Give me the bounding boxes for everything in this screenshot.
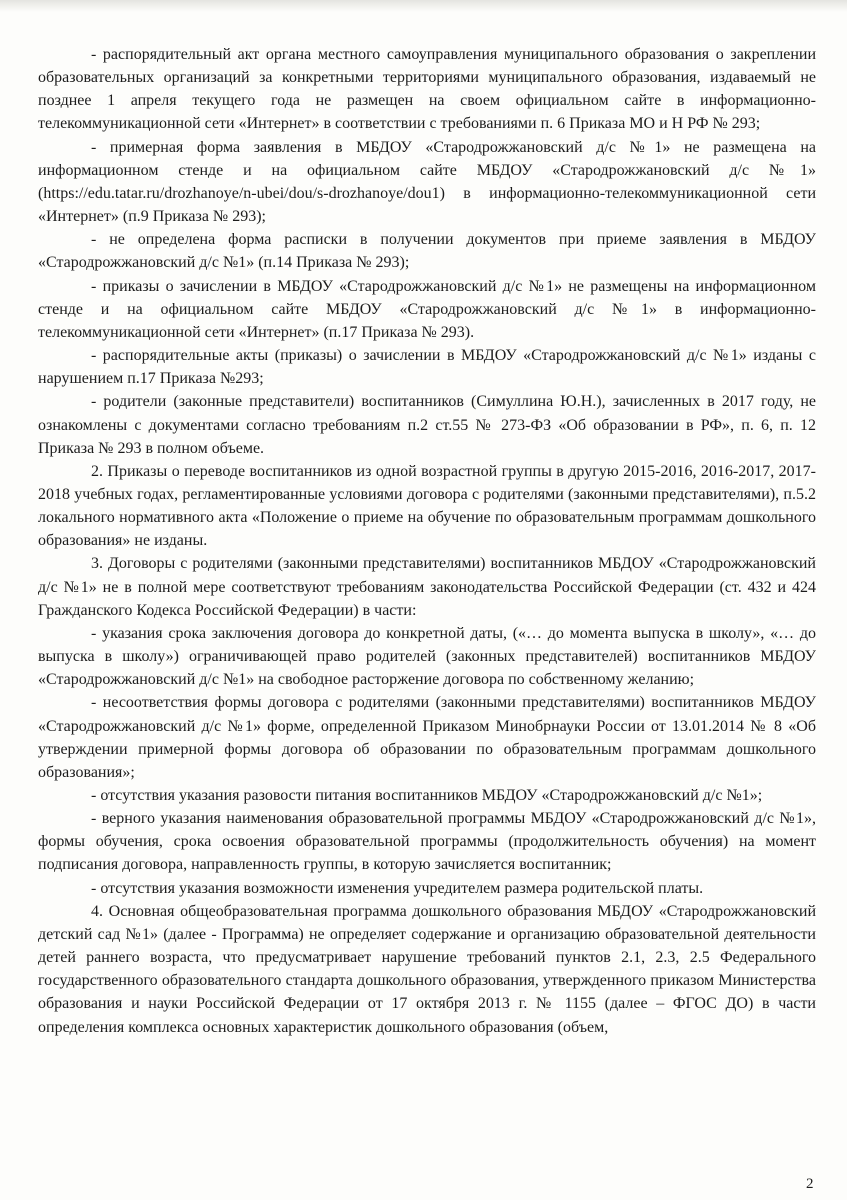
paragraph-12: - верного указания наименования образовательной программы МБДОУ «Стародрожжановский д/с №1», формы обучения, срока освоения образовательной программы (продолжительность обучения) на момент подписания договора, направленность группы, в которую зачисляется воспитанник; <box>38 810 816 874</box>
document-body <box>38 43 816 1039</box>
paragraph-2: - примерная форма заявления в МБДОУ «Стародрожжановский д/с №1» не размещена на информационном стенде и на официальном сайте МБДОУ «Стародрожжановский д/с №1» (https://edu.tatar.ru/drozhanoye/n-ubei/dou/s-drozhanoye/dou1) в информационно-телекоммуникационной сети «Интернет» (п.9 Приказа № 293); <box>38 138 816 226</box>
paragraph-5: - распорядительные акты (приказы) о зачислении в МБДОУ «Стародрожжановский д/с №1» изданы с нарушением п.17 Приказа №293; <box>38 347 816 388</box>
paragraph-9: - указания срока заключения договора до конкретной даты, («… до момента выпуска в школу», «… до выпуска в школу») ограничивающей право родителей (законных представителей) воспитанников МБДОУ «Стародрожжановский д/с №1» на свободное расторжение договора по собственному желанию; <box>38 624 816 689</box>
paragraph-7: 2. Приказы о переводе воспитанников из одной возрастной группы в другую 2015-2016, 2016-2017, 2017-2018 учебных годах, регламентированные условиями договора с родителями (законными представителями), п.5.2 локального нормативного акта «Положение о приеме на обучение по образовательным программам дошкольного образования» не изданы. <box>38 462 816 550</box>
page-number: 2 <box>806 1176 814 1192</box>
paragraph-6: - родители (законные представители) воспитанников (Симуллина Ю.Н.), зачисленных в 2017 году, не ознакомлены с документами согласно требованиям п.2 ст.55 № 273-ФЗ «Об образовании в РФ», п. 6, п. 12 Приказа № 293 в полном объеме. <box>38 393 816 457</box>
paragraph-11: - отсутствия указания разовости питания воспитанников МБДОУ «Стародрожжановский д/с №1»; <box>91 787 763 804</box>
scan-edge-shadow <box>0 0 847 12</box>
paragraph-14: 4. Основная общеобразовательная программа дошкольного образования МБДОУ «Стародрожжановский детский сад №1» (далее - Программа) не определяет содержание и организацию образовательной деятельности детей раннего возраста, что предусматривает нарушение требований пунктов 2.1, 2.3, 2.5 Федерального государственного образовательного стандарта дошкольного образования, утвержденного приказом Министерства образования и науки Российской Федерации от 17 октября 2013 г. № 1155 (далее – ФГОС ДО) в части определения комплекса основных характеристик дошкольного образования (объем, <box>38 902 816 1036</box>
paragraph-1: - распорядительный акт органа местного самоуправления муниципального образования о закреплении образовательных организаций за конкретными территориями муниципального образования, издаваемый не позднее 1 апреля текущего года не размещен на своем официальном сайте в информационно-телекоммуникационной сети «Интернет» в соответствии с требованиями п. 6 Приказа МО и Н РФ № 293; <box>38 46 816 133</box>
paragraph-3: - не определена форма расписки в получении документов при приеме заявления в МБДОУ «Стародрожжановский д/с №1» (п.14 Приказа № 293); <box>38 231 816 272</box>
paragraph-13: - отсутствия указания возможности изменения учредителем размера родительской платы. <box>91 879 704 897</box>
paragraph-8: 3. Договоры с родителями (законными представителями) воспитанников МБДОУ «Стародрожжановский д/с №1» не в полной мере соответствуют требованиям законодательства Российской Федерации (ст. 432 и 424 Гражданского Кодекса Российской Федерации) в части: <box>38 555 816 619</box>
paragraph-4: - приказы о зачислении в МБДОУ «Стародрожжановский д/с №1» не размещены на информационном стенде и на официальном сайте МБДОУ «Стародрожжановский д/с №1» в информационно-телекоммуникационной сети «Интернет» (п.17 Приказа № 293). <box>38 277 816 341</box>
paragraph-10: - несоответствия формы договора с родителями (законными представителями) воспитанников МБДОУ «Стародрожжановский д/с №1» форме, определенной Приказом Минобрнауки России от 13.01.2014 № 8 «Об утверждении примерной формы договора об образовании по образовательным программам дошкольного образования»; <box>38 694 816 781</box>
